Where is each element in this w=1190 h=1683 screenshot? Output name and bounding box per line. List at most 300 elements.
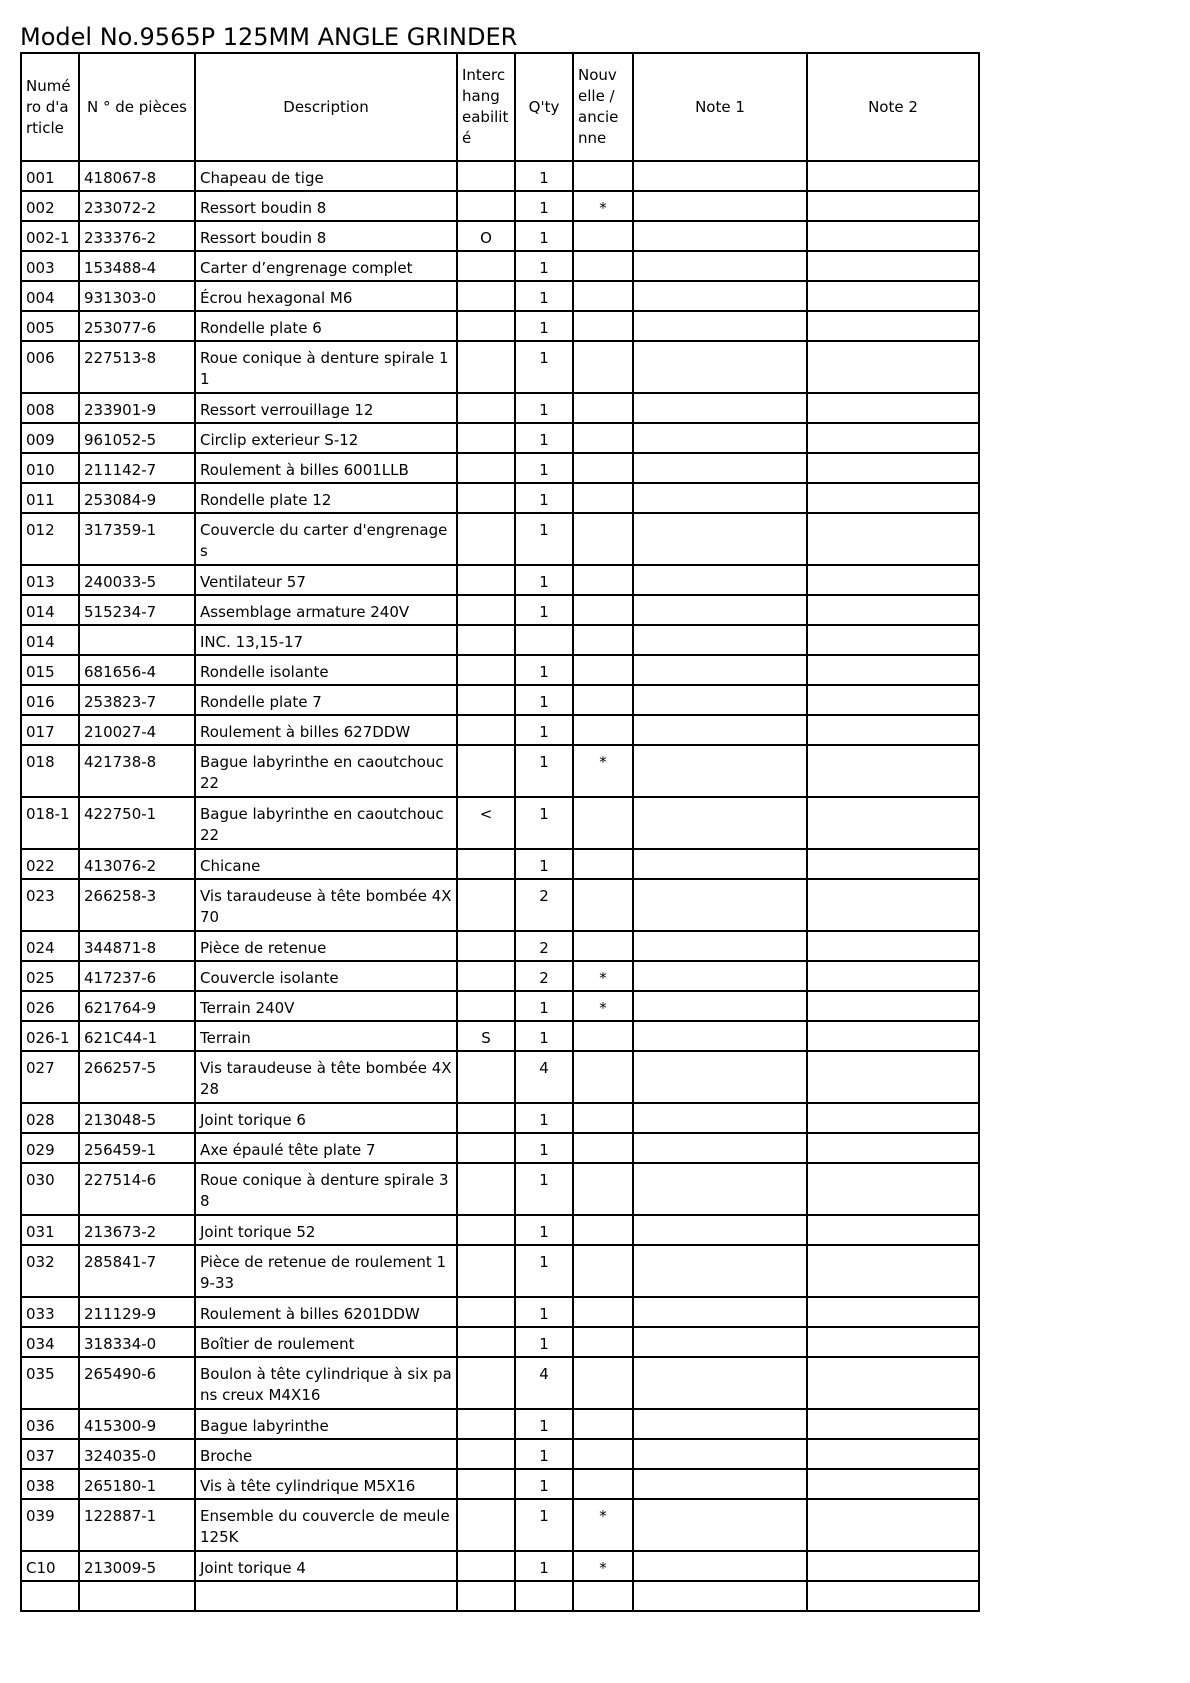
quantity-cell: 1	[515, 251, 573, 281]
table-row	[21, 161, 979, 191]
description-cell: Chicane	[195, 849, 457, 879]
note-2-cell	[807, 685, 979, 715]
header-note-1: Note 1	[633, 53, 807, 161]
quantity-cell: 1	[515, 797, 573, 849]
note-2-cell	[807, 341, 979, 393]
item-number-cell: 034	[21, 1327, 79, 1357]
description-cell: Boulon à tête cylindrique à six pa ns creux M4X16	[195, 1357, 457, 1409]
description-cell: Roulement à billes 6001LLB	[195, 453, 457, 483]
item-number-cell: 017	[21, 715, 79, 745]
quantity-cell: 1	[515, 483, 573, 513]
interchangeability-cell	[457, 1469, 515, 1499]
quantity-cell: 1	[515, 1499, 573, 1551]
interchangeability-cell	[457, 1439, 515, 1469]
description-cell: Écrou hexagonal M6	[195, 281, 457, 311]
description-cell: Broche	[195, 1439, 457, 1469]
new-old-cell	[573, 625, 633, 655]
table-row	[21, 1499, 979, 1551]
table-row	[21, 1409, 979, 1439]
item-number-cell: 016	[21, 685, 79, 715]
item-number-cell: 024	[21, 931, 79, 961]
note-2-cell	[807, 251, 979, 281]
item-number-cell: 027	[21, 1051, 79, 1103]
quantity-cell: 1	[515, 1439, 573, 1469]
interchangeability-cell	[457, 281, 515, 311]
note-2-cell	[807, 1499, 979, 1551]
table-row	[21, 1103, 979, 1133]
part-number-cell: 233901-9	[79, 393, 195, 423]
new-old-cell	[573, 879, 633, 931]
note-2-cell	[807, 1409, 979, 1439]
note-2-cell	[807, 1021, 979, 1051]
part-number-cell: 211142-7	[79, 453, 195, 483]
note-1-cell	[633, 931, 807, 961]
note-1-cell	[633, 191, 807, 221]
note-1-cell	[633, 1409, 807, 1439]
interchangeability-cell	[457, 849, 515, 879]
quantity-cell: 1	[515, 1469, 573, 1499]
new-old-cell	[573, 1133, 633, 1163]
table-body	[21, 161, 979, 1611]
parts-table	[20, 52, 980, 1612]
note-1-cell	[633, 797, 807, 849]
part-number-cell: 324035-0	[79, 1439, 195, 1469]
part-number-cell: 422750-1	[79, 797, 195, 849]
header-part-number: N ° de pièces	[79, 53, 195, 161]
part-number-cell: 227513-8	[79, 341, 195, 393]
header-interchangeability: Interc hang eabilit é	[457, 53, 515, 161]
item-number-cell: C10	[21, 1551, 79, 1581]
interchangeability-cell	[457, 879, 515, 931]
description-cell: INC. 13,15-17	[195, 625, 457, 655]
quantity-cell: 1	[515, 565, 573, 595]
note-1-cell	[633, 483, 807, 513]
table-row	[21, 595, 979, 625]
new-old-cell	[573, 483, 633, 513]
part-number-cell: 227514-6	[79, 1163, 195, 1215]
quantity-cell: 2	[515, 961, 573, 991]
item-number-cell: 009	[21, 423, 79, 453]
part-number-cell: 415300-9	[79, 1409, 195, 1439]
table-row	[21, 453, 979, 483]
table-row	[21, 745, 979, 797]
item-number-cell: 012	[21, 513, 79, 565]
quantity-cell: 1	[515, 221, 573, 251]
new-old-cell	[573, 1297, 633, 1327]
table-row	[21, 565, 979, 595]
interchangeability-cell	[457, 961, 515, 991]
description-cell: Roulement à billes 627DDW	[195, 715, 457, 745]
header-item-number: Numé ro d'a rticle	[21, 53, 79, 161]
table-row	[21, 483, 979, 513]
interchangeability-cell	[457, 715, 515, 745]
note-1-cell	[633, 1215, 807, 1245]
note-1-cell	[633, 453, 807, 483]
description-cell: Joint torique 4	[195, 1551, 457, 1581]
table-row	[21, 191, 979, 221]
part-number-cell: 265490-6	[79, 1357, 195, 1409]
part-number-cell	[79, 1581, 195, 1611]
note-1-cell	[633, 715, 807, 745]
item-number-cell: 039	[21, 1499, 79, 1551]
description-cell: Joint torique 6	[195, 1103, 457, 1133]
table-row	[21, 1357, 979, 1409]
note-1-cell	[633, 423, 807, 453]
note-2-cell	[807, 879, 979, 931]
note-2-cell	[807, 393, 979, 423]
interchangeability-cell	[457, 565, 515, 595]
part-number-cell: 621764-9	[79, 991, 195, 1021]
new-old-cell	[573, 1409, 633, 1439]
new-old-cell	[573, 311, 633, 341]
new-old-cell	[573, 221, 633, 251]
quantity-cell: 4	[515, 1357, 573, 1409]
item-number-cell: 002-1	[21, 221, 79, 251]
new-old-cell	[573, 1103, 633, 1133]
part-number-cell: 344871-8	[79, 931, 195, 961]
new-old-cell	[573, 849, 633, 879]
note-2-cell	[807, 745, 979, 797]
new-old-cell: *	[573, 961, 633, 991]
note-2-cell	[807, 849, 979, 879]
note-2-cell	[807, 991, 979, 1021]
quantity-cell: 1	[515, 341, 573, 393]
quantity-cell: 2	[515, 931, 573, 961]
part-number-cell: 285841-7	[79, 1245, 195, 1297]
new-old-cell	[573, 281, 633, 311]
quantity-cell: 1	[515, 1327, 573, 1357]
new-old-cell	[573, 1051, 633, 1103]
note-2-cell	[807, 931, 979, 961]
interchangeability-cell	[457, 1409, 515, 1439]
part-number-cell: 318334-0	[79, 1327, 195, 1357]
note-1-cell	[633, 1103, 807, 1133]
part-number-cell: 253084-9	[79, 483, 195, 513]
table-row	[21, 1163, 979, 1215]
new-old-cell	[573, 931, 633, 961]
description-cell: Ventilateur 57	[195, 565, 457, 595]
description-cell: Couvercle isolante	[195, 961, 457, 991]
part-number-cell: 213048-5	[79, 1103, 195, 1133]
note-2-cell	[807, 1103, 979, 1133]
new-old-cell: *	[573, 191, 633, 221]
new-old-cell: *	[573, 745, 633, 797]
note-1-cell	[633, 393, 807, 423]
note-1-cell	[633, 991, 807, 1021]
interchangeability-cell	[457, 1051, 515, 1103]
quantity-cell	[515, 625, 573, 655]
new-old-cell	[573, 161, 633, 191]
part-number-cell: 153488-4	[79, 251, 195, 281]
new-old-cell	[573, 453, 633, 483]
interchangeability-cell: S	[457, 1021, 515, 1051]
item-number-cell: 036	[21, 1409, 79, 1439]
description-cell: Ressort boudin 8	[195, 191, 457, 221]
note-2-cell	[807, 595, 979, 625]
item-number-cell: 037	[21, 1439, 79, 1469]
note-2-cell	[807, 1581, 979, 1611]
interchangeability-cell	[457, 191, 515, 221]
quantity-cell: 1	[515, 1551, 573, 1581]
note-2-cell	[807, 1133, 979, 1163]
table-row	[21, 655, 979, 685]
interchangeability-cell	[457, 161, 515, 191]
table-row	[21, 251, 979, 281]
description-cell: Circlip exterieur S-12	[195, 423, 457, 453]
header-description: Description	[195, 53, 457, 161]
description-cell: Ensemble du couvercle de meule 125K	[195, 1499, 457, 1551]
description-cell: Pièce de retenue de roulement 1 9-33	[195, 1245, 457, 1297]
part-number-cell: 931303-0	[79, 281, 195, 311]
quantity-cell: 1	[515, 1297, 573, 1327]
interchangeability-cell	[457, 1357, 515, 1409]
table-header-row	[21, 53, 979, 161]
note-1-cell	[633, 1469, 807, 1499]
description-cell: Roue conique à denture spirale 1 1	[195, 341, 457, 393]
item-number-cell: 032	[21, 1245, 79, 1297]
note-2-cell	[807, 1163, 979, 1215]
description-cell: Vis taraudeuse à tête bombée 4X 28	[195, 1051, 457, 1103]
item-number-cell: 004	[21, 281, 79, 311]
part-number-cell: 213673-2	[79, 1215, 195, 1245]
note-1-cell	[633, 879, 807, 931]
table-row	[21, 685, 979, 715]
description-cell: Assemblage armature 240V	[195, 595, 457, 625]
part-number-cell: 211129-9	[79, 1297, 195, 1327]
interchangeability-cell	[457, 1163, 515, 1215]
item-number-cell	[21, 1581, 79, 1611]
note-2-cell	[807, 1245, 979, 1297]
note-2-cell	[807, 565, 979, 595]
table-row	[21, 1551, 979, 1581]
item-number-cell: 008	[21, 393, 79, 423]
description-cell: Rondelle plate 6	[195, 311, 457, 341]
note-1-cell	[633, 1439, 807, 1469]
interchangeability-cell	[457, 1103, 515, 1133]
note-1-cell	[633, 685, 807, 715]
quantity-cell: 1	[515, 1409, 573, 1439]
table-row	[21, 715, 979, 745]
new-old-cell	[573, 565, 633, 595]
description-cell: Vis à tête cylindrique M5X16	[195, 1469, 457, 1499]
quantity-cell: 1	[515, 513, 573, 565]
new-old-cell	[573, 1245, 633, 1297]
page-title: Model No.9565P 125MM ANGLE GRINDER	[20, 23, 518, 51]
new-old-cell	[573, 1581, 633, 1611]
part-number-cell	[79, 625, 195, 655]
table-row	[21, 221, 979, 251]
table-row	[21, 1021, 979, 1051]
new-old-cell	[573, 595, 633, 625]
quantity-cell: 1	[515, 849, 573, 879]
quantity-cell: 1	[515, 685, 573, 715]
interchangeability-cell	[457, 685, 515, 715]
description-cell: Vis taraudeuse à tête bombée 4X 70	[195, 879, 457, 931]
note-1-cell	[633, 849, 807, 879]
note-1-cell	[633, 1021, 807, 1051]
interchangeability-cell	[457, 483, 515, 513]
note-1-cell	[633, 595, 807, 625]
description-cell: Terrain 240V	[195, 991, 457, 1021]
quantity-cell: 1	[515, 991, 573, 1021]
note-2-cell	[807, 191, 979, 221]
description-cell: Rondelle plate 12	[195, 483, 457, 513]
quantity-cell: 1	[515, 311, 573, 341]
table-row	[21, 1297, 979, 1327]
description-cell: Rondelle plate 7	[195, 685, 457, 715]
header-note-2: Note 2	[807, 53, 979, 161]
quantity-cell: 1	[515, 745, 573, 797]
table-row	[21, 281, 979, 311]
note-2-cell	[807, 715, 979, 745]
quantity-cell: 1	[515, 595, 573, 625]
table-row	[21, 513, 979, 565]
part-number-cell: 210027-4	[79, 715, 195, 745]
table-row	[21, 1469, 979, 1499]
interchangeability-cell	[457, 1581, 515, 1611]
table-row	[21, 961, 979, 991]
item-number-cell: 006	[21, 341, 79, 393]
new-old-cell	[573, 655, 633, 685]
note-1-cell	[633, 1551, 807, 1581]
new-old-cell	[573, 251, 633, 281]
description-cell: Joint torique 52	[195, 1215, 457, 1245]
part-number-cell: 233376-2	[79, 221, 195, 251]
description-cell	[195, 1581, 457, 1611]
quantity-cell: 1	[515, 1215, 573, 1245]
part-number-cell: 681656-4	[79, 655, 195, 685]
quantity-cell: 1	[515, 1245, 573, 1297]
note-1-cell	[633, 1499, 807, 1551]
new-old-cell	[573, 1163, 633, 1215]
quantity-cell: 1	[515, 393, 573, 423]
new-old-cell	[573, 1021, 633, 1051]
note-1-cell	[633, 655, 807, 685]
item-number-cell: 001	[21, 161, 79, 191]
quantity-cell: 1	[515, 1103, 573, 1133]
interchangeability-cell	[457, 625, 515, 655]
description-cell: Terrain	[195, 1021, 457, 1051]
table-row	[21, 1215, 979, 1245]
table-row	[21, 991, 979, 1021]
note-2-cell	[807, 221, 979, 251]
description-cell: Axe épaulé tête plate 7	[195, 1133, 457, 1163]
note-1-cell	[633, 1357, 807, 1409]
table-row	[21, 1051, 979, 1103]
table-row	[21, 1245, 979, 1297]
interchangeability-cell: O	[457, 221, 515, 251]
header-new-old: Nouv elle / ancie nne	[573, 53, 633, 161]
item-number-cell: 014	[21, 625, 79, 655]
interchangeability-cell	[457, 341, 515, 393]
table-row	[21, 1581, 979, 1611]
description-cell: Carter d’engrenage complet	[195, 251, 457, 281]
item-number-cell: 023	[21, 879, 79, 931]
part-number-cell: 253823-7	[79, 685, 195, 715]
part-number-cell: 317359-1	[79, 513, 195, 565]
note-1-cell	[633, 745, 807, 797]
part-number-cell: 253077-6	[79, 311, 195, 341]
description-cell: Bague labyrinthe en caoutchouc 22	[195, 797, 457, 849]
item-number-cell: 038	[21, 1469, 79, 1499]
new-old-cell	[573, 513, 633, 565]
item-number-cell: 025	[21, 961, 79, 991]
description-cell: Boîtier de roulement	[195, 1327, 457, 1357]
interchangeability-cell	[457, 655, 515, 685]
note-2-cell	[807, 311, 979, 341]
interchangeability-cell	[457, 393, 515, 423]
quantity-cell: 2	[515, 879, 573, 931]
table-row	[21, 879, 979, 931]
note-1-cell	[633, 1051, 807, 1103]
note-2-cell	[807, 1551, 979, 1581]
quantity-cell: 1	[515, 453, 573, 483]
note-2-cell	[807, 1051, 979, 1103]
interchangeability-cell	[457, 991, 515, 1021]
part-number-cell: 122887-1	[79, 1499, 195, 1551]
table-row	[21, 423, 979, 453]
note-1-cell	[633, 1245, 807, 1297]
part-number-cell: 213009-5	[79, 1551, 195, 1581]
item-number-cell: 018-1	[21, 797, 79, 849]
interchangeability-cell	[457, 251, 515, 281]
item-number-cell: 035	[21, 1357, 79, 1409]
item-number-cell: 026	[21, 991, 79, 1021]
note-2-cell	[807, 1357, 979, 1409]
quantity-cell: 4	[515, 1051, 573, 1103]
new-old-cell	[573, 341, 633, 393]
quantity-cell	[515, 1581, 573, 1611]
note-1-cell	[633, 161, 807, 191]
item-number-cell: 026-1	[21, 1021, 79, 1051]
item-number-cell: 002	[21, 191, 79, 221]
item-number-cell: 022	[21, 849, 79, 879]
note-2-cell	[807, 961, 979, 991]
quantity-cell: 1	[515, 281, 573, 311]
header-quantity: Q'ty	[515, 53, 573, 161]
item-number-cell: 013	[21, 565, 79, 595]
note-2-cell	[807, 281, 979, 311]
new-old-cell	[573, 1469, 633, 1499]
new-old-cell	[573, 1439, 633, 1469]
item-number-cell: 011	[21, 483, 79, 513]
part-number-cell: 265180-1	[79, 1469, 195, 1499]
note-1-cell	[633, 1297, 807, 1327]
part-number-cell: 413076-2	[79, 849, 195, 879]
table-row	[21, 1327, 979, 1357]
part-number-cell: 240033-5	[79, 565, 195, 595]
note-1-cell	[633, 221, 807, 251]
description-cell: Bague labyrinthe en caoutchouc 22	[195, 745, 457, 797]
item-number-cell: 029	[21, 1133, 79, 1163]
item-number-cell: 015	[21, 655, 79, 685]
quantity-cell: 1	[515, 1021, 573, 1051]
new-old-cell: *	[573, 1499, 633, 1551]
interchangeability-cell	[457, 453, 515, 483]
note-1-cell	[633, 513, 807, 565]
interchangeability-cell	[457, 1327, 515, 1357]
description-cell: Couvercle du carter d'engrenage s	[195, 513, 457, 565]
part-number-cell: 621C44-1	[79, 1021, 195, 1051]
note-1-cell	[633, 1581, 807, 1611]
new-old-cell: *	[573, 991, 633, 1021]
interchangeability-cell	[457, 745, 515, 797]
new-old-cell	[573, 685, 633, 715]
description-cell: Chapeau de tige	[195, 161, 457, 191]
part-number-cell: 233072-2	[79, 191, 195, 221]
note-2-cell	[807, 625, 979, 655]
interchangeability-cell	[457, 931, 515, 961]
